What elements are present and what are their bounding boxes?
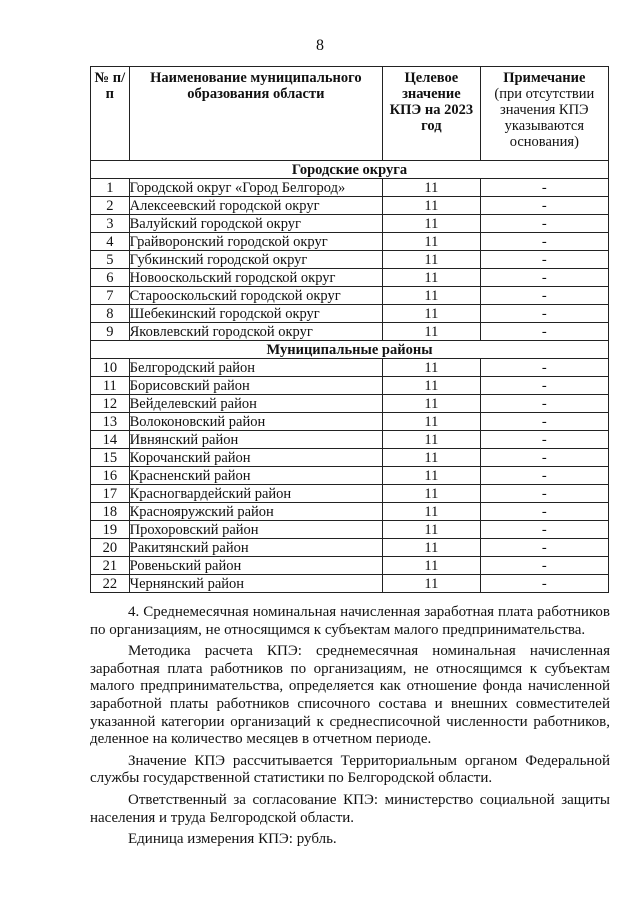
row-note: - bbox=[480, 287, 608, 305]
row-note: - bbox=[480, 521, 608, 539]
section-title: Муниципальные районы bbox=[91, 341, 609, 359]
row-note: - bbox=[480, 215, 608, 233]
table-row bbox=[91, 575, 609, 593]
row-municipality-name: Валуйский городской округ bbox=[129, 215, 382, 233]
row-note: - bbox=[480, 467, 608, 485]
table-row bbox=[91, 395, 609, 413]
row-note: - bbox=[480, 323, 608, 341]
row-note: - bbox=[480, 395, 608, 413]
table-row bbox=[91, 431, 609, 449]
row-number: 4 bbox=[91, 233, 130, 251]
row-note: - bbox=[480, 431, 608, 449]
row-number: 9 bbox=[91, 323, 130, 341]
row-target-value: 11 bbox=[383, 251, 481, 269]
row-municipality-name: Ровеньский район bbox=[129, 557, 382, 575]
table-row bbox=[91, 413, 609, 431]
header-note-title: Примечание bbox=[503, 70, 586, 86]
row-target-value: 11 bbox=[383, 521, 481, 539]
section-row bbox=[91, 161, 609, 179]
row-note: - bbox=[480, 575, 608, 593]
row-number: 5 bbox=[91, 251, 130, 269]
row-number: 10 bbox=[91, 359, 130, 377]
row-number: 7 bbox=[91, 287, 130, 305]
row-municipality-name: Алексеевский городской округ bbox=[129, 197, 382, 215]
header-num: № п/п bbox=[91, 67, 130, 161]
header-note bbox=[480, 67, 608, 161]
row-municipality-name: Губкинский городской округ bbox=[129, 251, 382, 269]
table-row bbox=[91, 521, 609, 539]
kpe-table bbox=[90, 66, 609, 593]
row-number: 17 bbox=[91, 485, 130, 503]
table-row bbox=[91, 233, 609, 251]
row-number: 3 bbox=[91, 215, 130, 233]
table-row bbox=[91, 449, 609, 467]
row-number: 16 bbox=[91, 467, 130, 485]
table-row bbox=[91, 287, 609, 305]
table-row bbox=[91, 359, 609, 377]
page-number: 8 bbox=[316, 37, 324, 54]
table-row bbox=[91, 377, 609, 395]
row-target-value: 11 bbox=[383, 323, 481, 341]
row-municipality-name: Корочанский район bbox=[129, 449, 382, 467]
section-title: Городские округа bbox=[91, 161, 609, 179]
row-note: - bbox=[480, 485, 608, 503]
row-target-value: 11 bbox=[383, 467, 481, 485]
row-number: 13 bbox=[91, 413, 130, 431]
row-note: - bbox=[480, 377, 608, 395]
row-number: 6 bbox=[91, 269, 130, 287]
row-target-value: 11 bbox=[383, 413, 481, 431]
row-target-value: 11 bbox=[383, 503, 481, 521]
header-value: Целевое значение КПЭ на 2023 год bbox=[383, 67, 481, 161]
table-row bbox=[91, 305, 609, 323]
row-number: 20 bbox=[91, 539, 130, 557]
table-row bbox=[91, 251, 609, 269]
row-number: 8 bbox=[91, 305, 130, 323]
row-target-value: 11 bbox=[383, 395, 481, 413]
row-municipality-name: Ивнянский район bbox=[129, 431, 382, 449]
row-target-value: 11 bbox=[383, 233, 481, 251]
row-municipality-name: Борисовский район bbox=[129, 377, 382, 395]
row-municipality-name: Красненский район bbox=[129, 467, 382, 485]
row-municipality-name: Вейделевский район bbox=[129, 395, 382, 413]
table-row bbox=[91, 215, 609, 233]
row-target-value: 11 bbox=[383, 575, 481, 593]
row-note: - bbox=[480, 197, 608, 215]
row-note: - bbox=[480, 179, 608, 197]
row-target-value: 11 bbox=[383, 449, 481, 467]
row-target-value: 11 bbox=[383, 485, 481, 503]
row-municipality-name: Красногвардейский район bbox=[129, 485, 382, 503]
row-target-value: 11 bbox=[383, 215, 481, 233]
row-target-value: 11 bbox=[383, 377, 481, 395]
row-municipality-name: Городской округ «Город Белгород» bbox=[129, 179, 382, 197]
row-number: 2 bbox=[91, 197, 130, 215]
table-row bbox=[91, 539, 609, 557]
section-row bbox=[91, 341, 609, 359]
paragraph-responsible: Ответственный за согласование КПЭ: министерство социальной защиты населения и труда Белгородской области. bbox=[90, 791, 610, 826]
row-target-value: 11 bbox=[383, 269, 481, 287]
row-municipality-name: Чернянский район bbox=[129, 575, 382, 593]
row-municipality-name: Волоконовский район bbox=[129, 413, 382, 431]
row-note: - bbox=[480, 305, 608, 323]
table-row bbox=[91, 557, 609, 575]
table-body bbox=[91, 161, 609, 593]
row-municipality-name: Новооскольский городской округ bbox=[129, 269, 382, 287]
row-target-value: 11 bbox=[383, 539, 481, 557]
row-note: - bbox=[480, 449, 608, 467]
table-row bbox=[91, 179, 609, 197]
row-municipality-name: Краснояружский район bbox=[129, 503, 382, 521]
body-text bbox=[90, 604, 610, 849]
row-target-value: 11 bbox=[383, 305, 481, 323]
paragraph-unit: Единица измерения КПЭ: рубль. bbox=[128, 831, 337, 848]
row-note: - bbox=[480, 359, 608, 377]
table-row bbox=[91, 503, 609, 521]
table-header-row bbox=[91, 67, 609, 161]
row-municipality-name: Старооскольский городской округ bbox=[129, 287, 382, 305]
row-municipality-name: Ракитянский район bbox=[129, 539, 382, 557]
header-name: Наименование муниципального образования области bbox=[129, 67, 382, 161]
row-number: 21 bbox=[91, 557, 130, 575]
row-number: 19 bbox=[91, 521, 130, 539]
row-number: 22 bbox=[91, 575, 130, 593]
row-note: - bbox=[480, 269, 608, 287]
row-target-value: 11 bbox=[383, 287, 481, 305]
row-target-value: 11 bbox=[383, 431, 481, 449]
row-note: - bbox=[480, 503, 608, 521]
row-municipality-name: Яковлевский городской округ bbox=[129, 323, 382, 341]
paragraph-methodology: Методика расчета КПЭ: среднемесячная номинальная начисленная заработная плата работников по организациям, не относящимся к субъектам малого предпринимательства, определяется как отношение фонда начисленной заработной платы работников списочного состава и внешних совместителей указанной категории организаций к среднесписочной численности работников, деленное на количество месяцев в отчетном периоде. bbox=[90, 643, 610, 748]
table-row bbox=[91, 323, 609, 341]
header-note-subtitle: (при отсутствии значения КПЭ указываются основания) bbox=[494, 86, 595, 150]
row-note: - bbox=[480, 251, 608, 269]
row-target-value: 11 bbox=[383, 197, 481, 215]
row-municipality-name: Шебекинский городской округ bbox=[129, 305, 382, 323]
table-row bbox=[91, 467, 609, 485]
row-municipality-name: Прохоровский район bbox=[129, 521, 382, 539]
row-target-value: 11 bbox=[383, 557, 481, 575]
row-target-value: 11 bbox=[383, 179, 481, 197]
paragraph-calculation: Значение КПЭ рассчитывается Территориальным органом Федеральной службы государственной статистики по Белгородской области. bbox=[90, 752, 610, 787]
row-number: 18 bbox=[91, 503, 130, 521]
row-note: - bbox=[480, 413, 608, 431]
row-note: - bbox=[480, 539, 608, 557]
row-municipality-name: Белгородский район bbox=[129, 359, 382, 377]
row-number: 12 bbox=[91, 395, 130, 413]
row-number: 11 bbox=[91, 377, 130, 395]
table-row bbox=[91, 485, 609, 503]
row-number: 1 bbox=[91, 179, 130, 197]
row-target-value: 11 bbox=[383, 359, 481, 377]
row-number: 15 bbox=[91, 449, 130, 467]
row-municipality-name: Грайворонский городской округ bbox=[129, 233, 382, 251]
paragraph-indicator-title: 4. Среднемесячная номинальная начисленная заработная плата работников по организациям, не относящимся к субъектам малого предпринимательства. bbox=[90, 604, 610, 638]
row-note: - bbox=[480, 557, 608, 575]
table-row bbox=[91, 269, 609, 287]
row-number: 14 bbox=[91, 431, 130, 449]
row-note: - bbox=[480, 233, 608, 251]
table-row bbox=[91, 197, 609, 215]
